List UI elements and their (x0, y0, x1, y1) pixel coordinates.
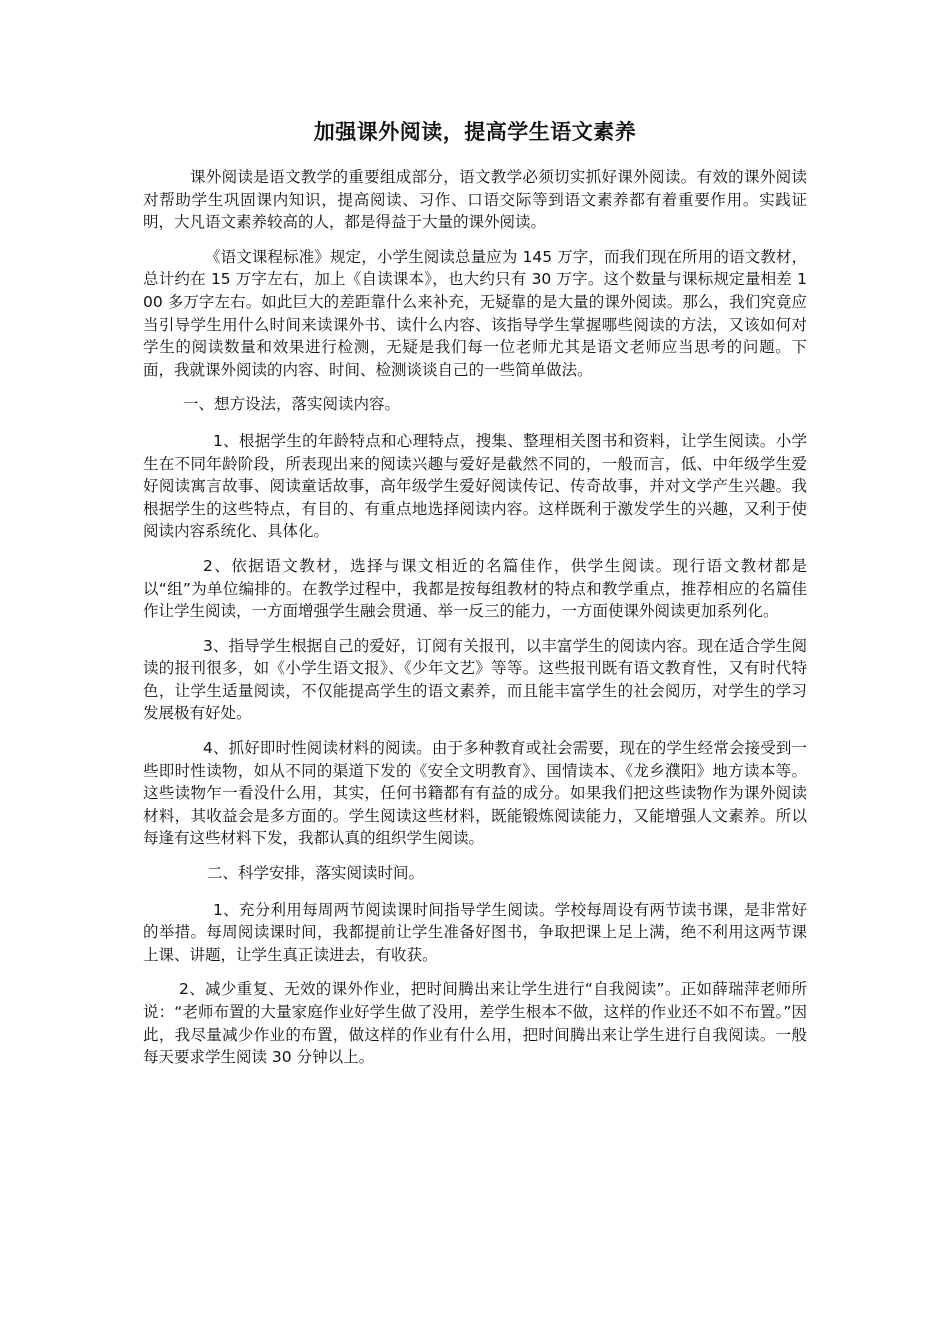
paragraph-intro: 课外阅读是语文教学的重要组成部分，语文教学必须切实抓好课外阅读。有效的课外阅读对帮助学生巩固课内知识，提高阅读、习作、口语交际等到语文素养都有着重要作用。实践证明，大凡语文素养较高的人，都是得益于大量的课外阅读。 (143, 168, 807, 232)
paragraph-item-periodicals: 3、指导学生根据自己的爱好，订阅有关报刊，以丰富学生的阅读内容。现在适合学生阅读的报刊很多，如《小学生语文报》、《少年文艺》等等。这些报刊既有语文教育性，又有时代特色，让学生适量阅读，不仅能提高学生的语文素养，而且能丰富学生的社会阅历，对学生的学习发展极有好处。 (143, 636, 807, 723)
document-body (143, 166, 807, 1081)
section-heading-reading-time: 二、科学安排，落实阅读时间。 (207, 864, 425, 883)
paragraph-item-age-features: 1、根据学生的年龄特点和心理特点，搜集、整理相关图书和资料，让学生阅读。小学生在不同年龄阶段，所表现出来的阅读兴趣与爱好是截然不同的，一般而言，低、中年级学生爱好阅读寓言故事、阅读童话故事，高年级学生爱好阅读传记、传奇故事，并对文学产生兴趣。我根据学生的这些特点，有目的、有重点地选择阅读内容。这样既利于激发学生的兴趣，又利于使阅读内容系统化、具体化。 (143, 431, 807, 541)
paragraph-item-reduce-homework: 2、减少重复、无效的课外作业，把时间腾出来让学生进行“自我阅读”。正如薛瑞萍老师所说：“老师布置的大量家庭作业好学生做了没用，差学生根本不做，这样的作业还不如不布置。”因此，我尽量减少作业的布置，做这样的作业有什么用，把时间腾出来让学生进行自我阅读。一般每天要求学生阅读 30 分钟以上。 (143, 980, 807, 1067)
paragraph-item-textbook: 2、依据语文教材，选择与课文相近的名篇佳作，供学生阅读。现行语文教材都是以“组”为单位编排的。在教学过程中，我都是按每组教材的特点和教学重点，推荐相应的名篇佳作让学生阅读，一方面增强学生融会贯通、举一反三的能力，一方面使课外阅读更加系列化。 (143, 556, 807, 621)
paragraph-item-reading-class: 1、充分利用每周两节阅读课时间指导学生阅读。学校每周设有两节读书课，是非常好的举措。每周阅读课时间，我都提前让学生准备好图书，争取把课上足上满，绝不利用这两节课上课、讲题，让学生真正读进去，有收获。 (143, 900, 807, 964)
paragraph-item-timely-materials: 4、抓好即时性阅读材料的阅读。由于多种教育或社会需要，现在的学生经常会接受到一些即时性读物，如从不同的渠道下发的《安全文明教育》、国情读本、《龙乡濮阳》地方读本等。这些读物乍一看没什么用，其实，任何书籍都有有益的成分。如果我们把这些读物作为课外阅读材料，其收益会是多方面的。学生阅读这些材料，既能锻炼阅读能力，又能增强人文素养。所以每逢有这些材料下发，我都认真的组织学生阅读。 (143, 739, 807, 848)
section-heading-reading-content: 一、想方设法，落实阅读内容。 (183, 395, 401, 414)
document-page (143, 0, 807, 1344)
document-title: 加强课外阅读，提高学生语文素养 (313, 120, 637, 144)
paragraph-curriculum-standard: 《语文课程标准》规定，小学生阅读总量应为 145 万字，而我们现在所用的语文教材，总计约在 15 万字左右，加上《自读课本》，也大约只有 30 万字。这个数量与课标规定量相差 100 多万字左右。如此巨大的差距靠什么来补充，无疑靠的是大量的课外阅读。那么，我们究竟应当引导学生用什么时间来读课外书、读什么内容、该指导学生掌握哪些阅读的方法，又该如何对学生的阅读数量和效果进行检测，无疑是我们每一位老师尤其是语文老师应当思考的问题。下面，我就课外阅读的内容、时间、检测谈谈自己的一些简单做法。 (143, 247, 807, 379)
